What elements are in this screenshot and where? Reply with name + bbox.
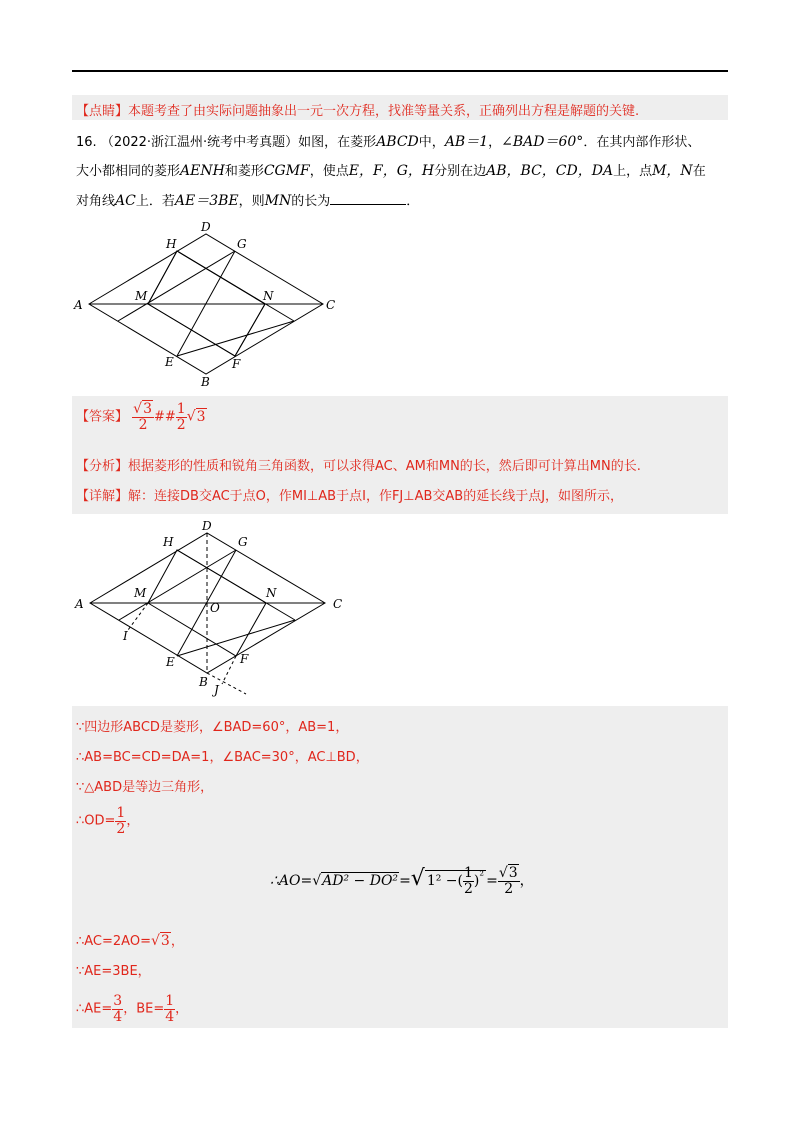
analysis-line xyxy=(76,455,641,474)
question-line-2 xyxy=(76,160,706,180)
label-I: I xyxy=(123,629,128,643)
step-8 xyxy=(76,994,188,1024)
step-8-post: ， xyxy=(175,1001,189,1017)
answer-rad-1: 3 xyxy=(143,401,152,417)
segment-hn xyxy=(177,251,294,321)
step-5-rad: AD² − DO² xyxy=(322,873,399,890)
label-A: A xyxy=(74,298,83,312)
step-8-mid: ，BE= xyxy=(123,1001,165,1017)
step-6-pre: ∴AC=2AO= xyxy=(76,934,151,949)
step-5-frac xyxy=(463,866,474,896)
step-2: ∴AB=BC=CD=DA=1，∠BAC=30°，AC⊥BD， xyxy=(76,750,369,765)
step-4-den: 2 xyxy=(116,820,126,837)
step-8-pre: ∴AE= xyxy=(76,1001,113,1017)
answer-den-2: 2 xyxy=(176,416,186,433)
q-text: 分别在边 xyxy=(434,164,487,179)
answer-den-1: 2 xyxy=(138,416,148,433)
step-5-equation xyxy=(270,866,534,896)
label-H: H xyxy=(166,237,177,251)
q-text: ，则 xyxy=(238,194,265,209)
question-source: （2022·浙江温州·统考中考真题）如图，在菱形 xyxy=(100,135,377,150)
step-5-sq: ² xyxy=(479,868,485,883)
step-6-sqrt: √3 xyxy=(150,933,170,949)
step-5-fden: 2 xyxy=(464,880,473,897)
step-8-n2: 1 xyxy=(165,993,175,1009)
step-4 xyxy=(76,806,139,836)
answer-frac-2 xyxy=(176,402,187,432)
math-mn-points: M，N xyxy=(652,163,693,179)
segment xyxy=(177,321,294,356)
math-points: E，F，G，H xyxy=(348,163,435,179)
q-text: ， xyxy=(488,135,502,150)
q-text: ，使点 xyxy=(309,164,349,179)
step-8-frac-2 xyxy=(164,994,175,1024)
math-cgmf: CGMF xyxy=(263,163,310,179)
answer-line xyxy=(76,402,207,432)
step-5-rnum: 3 xyxy=(508,865,518,881)
answer-frac-1: $\frac{√3}{2}$ xyxy=(133,401,152,433)
dianjing-tag: 【点睛】 xyxy=(76,104,129,119)
q-text: 对角线 xyxy=(76,194,116,209)
q-text: 上，点 xyxy=(613,164,653,179)
dianjing-text: 本题考查了由实际问题抽象出一元一次方程，找准等量关系，正确列出方程是解题的关键. xyxy=(128,104,640,119)
analysis-text: 根据菱形的性质和锐角三角函数，可以求得AC、AM和MN的长，然后即可计算出MN的长. xyxy=(128,459,641,474)
label-N: N xyxy=(266,586,277,600)
step-5-sqrt-2: √ xyxy=(410,866,425,892)
label-D: D xyxy=(201,220,211,234)
step-4-num: 1 xyxy=(116,805,126,821)
step-3: ∵△ABD是等边三角形， xyxy=(76,780,214,795)
step-4-post: ， xyxy=(126,813,140,829)
step-6-post: ， xyxy=(170,934,184,949)
step-8-n1: 3 xyxy=(113,993,123,1009)
q-text: 上．若 xyxy=(135,194,175,209)
answer-blank xyxy=(330,192,406,205)
label-E: E xyxy=(166,655,175,669)
label-C: C xyxy=(326,298,336,312)
step-8-d1: 4 xyxy=(113,1008,123,1025)
answer-sqrt-2: √3 xyxy=(186,408,206,425)
label-C: C xyxy=(333,597,343,611)
answer-num-2: 1 xyxy=(176,401,186,417)
label-G: G xyxy=(237,237,247,251)
step-4-frac xyxy=(115,806,126,836)
rhombus-figure-2 xyxy=(72,516,344,697)
detail-text: 解：连接DB交AC于点O，作MI⊥AB于点I，作FJ⊥AB交AB的延长线于点J，如图所示， xyxy=(128,489,624,504)
rhombus-figure-1 xyxy=(72,218,352,388)
math-abcd: ABCD xyxy=(376,134,419,150)
question-number: 16. xyxy=(76,135,97,150)
figure-2-bg xyxy=(72,516,344,697)
label-D: D xyxy=(202,519,212,533)
label-O: O xyxy=(210,601,220,615)
q-text: 大小都相同的菱形 xyxy=(76,164,181,179)
label-F: F xyxy=(240,652,249,666)
label-J: J xyxy=(214,683,219,697)
step-6 xyxy=(76,930,184,949)
detail-line xyxy=(76,485,623,504)
label-G: G xyxy=(238,535,248,549)
q-text: ． xyxy=(406,194,420,209)
answer-rad-2: 3 xyxy=(196,408,206,425)
step-5-sqrt: √AD² − DO² xyxy=(312,873,399,890)
step-5-rden: 2 xyxy=(504,880,514,897)
q-text: 和菱形 xyxy=(224,164,264,179)
segment xyxy=(118,251,235,321)
header-rule xyxy=(72,70,728,72)
label-A: A xyxy=(75,597,84,611)
step-5-rad-2: 1² −( $\frac{1}{2}$ )$^{^2}$ xyxy=(426,865,485,897)
q-text: 中， xyxy=(418,135,445,150)
label-B: B xyxy=(199,675,208,689)
label-H: H xyxy=(163,535,174,549)
step-1: ∵四边形ABCD是菱形，∠BAD=60°，AB=1， xyxy=(76,720,349,735)
step-5-fnum: 1 xyxy=(464,865,473,881)
math-aenh: AENH xyxy=(180,163,225,179)
analysis-tag: 【分析】 xyxy=(76,459,129,474)
math-mn: MN xyxy=(264,193,292,209)
step-6-rad: 3 xyxy=(160,933,170,949)
q-text: 在 xyxy=(692,164,706,179)
step-4-pre: ∴OD= xyxy=(76,813,116,829)
math-ab1: AB＝1 xyxy=(444,134,489,150)
step-8-frac-1 xyxy=(112,994,123,1024)
label-F: F xyxy=(232,357,241,371)
question-line-3 xyxy=(76,190,419,210)
label-M: M xyxy=(134,586,147,600)
label-B: B xyxy=(201,375,210,388)
step-8-d2: 4 xyxy=(165,1008,175,1025)
answer-tag: 【答案】 xyxy=(76,409,129,425)
math-bad: ∠BAD＝60° xyxy=(501,134,584,150)
label-E: E xyxy=(165,355,174,369)
math-sides: AB，BC，CD，DA xyxy=(486,163,614,179)
step-5-one: 1² − xyxy=(426,873,458,890)
label-M: M xyxy=(135,289,148,303)
question-line-1 xyxy=(76,131,700,151)
step-5-post: ， xyxy=(519,873,534,890)
answer-sep: ## xyxy=(154,409,176,425)
step-5-eq2: = xyxy=(486,873,498,890)
step-5-pre: ∴AO= xyxy=(270,873,313,890)
q-text: 的长为 xyxy=(291,194,331,209)
label-N: N xyxy=(263,289,274,303)
math-ae3be: AE＝3BE xyxy=(174,193,239,209)
q-text: ．在其内部作形状、 xyxy=(583,135,701,150)
dianjing-line xyxy=(76,100,639,119)
step-5-result: $\frac{√3}{2}$ xyxy=(498,865,518,897)
step-7: ∵AE=3BE， xyxy=(76,964,151,979)
detail-tag: 【详解】 xyxy=(76,489,129,504)
math-ac: AC xyxy=(115,193,136,209)
step-5-eq: = xyxy=(399,873,411,890)
